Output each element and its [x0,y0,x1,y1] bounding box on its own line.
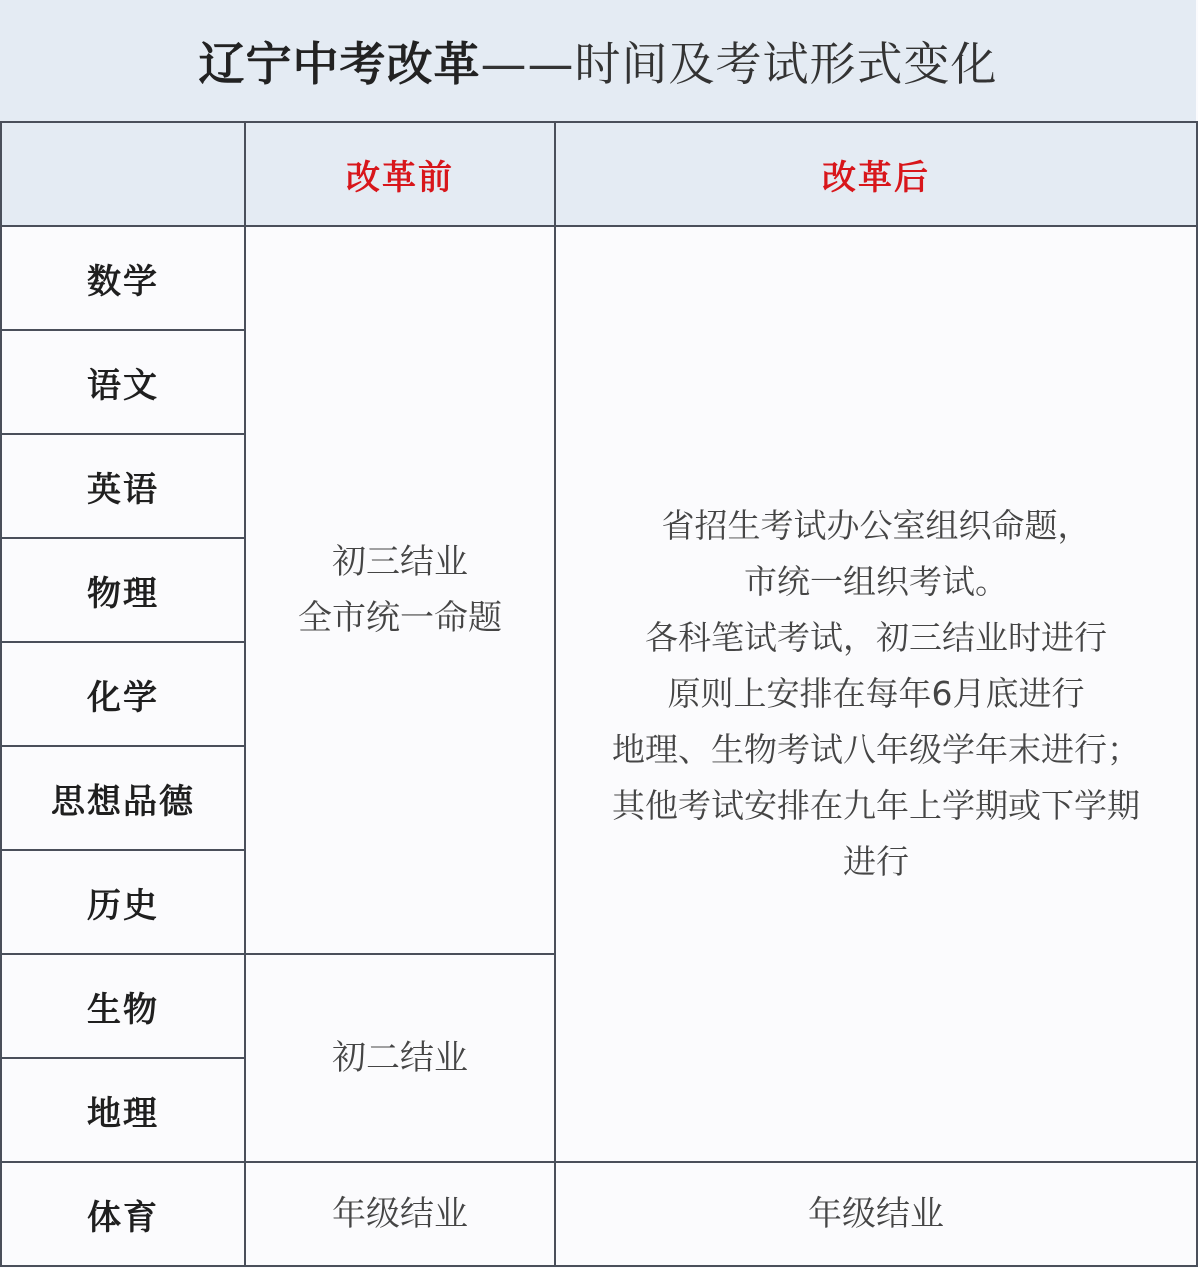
title-bar [0,0,1196,121]
after-line-4: 原则上安排在每年6月底进行 [667,674,1085,713]
header-before-label: 改革前 [346,157,454,198]
before-grade9-line-1: 初三结业 [332,542,468,582]
before-cell-grade9 [245,226,555,954]
table-row [1,1162,1197,1266]
header-after-cell [555,122,1197,226]
after-line-5: 地理、生物考试八年级学年末进行； [612,730,1140,769]
subject-cell-english: 英语 [1,434,245,538]
header-corner-cell [1,122,245,226]
table-row [1,226,1197,330]
before-cell-grade8 [245,954,555,1162]
before-cell-pe: 年级结业 [245,1162,555,1266]
after-line-2: 市统一组织考试。 [744,562,1008,601]
subject-cell-geography: 地理 [1,1058,245,1162]
after-line-1: 省招生考试办公室组织命题， [661,506,1091,545]
page-subtitle: ——时间及考试形式变化 [480,36,998,91]
page-title: 辽宁中考改革 [198,36,481,91]
after-cell-pe: 年级结业 [555,1162,1197,1266]
header-before-cell [245,122,555,226]
subject-cell-chinese: 语文 [1,330,245,434]
subject-cell-physics: 物理 [1,538,245,642]
before-grade9-line-2: 全市统一命题 [298,598,502,638]
subject-cell-math: 数学 [1,226,245,330]
after-line-6: 其他考试安排在九年上学期或下学期 [612,786,1140,825]
after-line-3: 各科笔试考试，初三结业时进行 [645,618,1107,657]
subject-cell-biology: 生物 [1,954,245,1058]
after-line-7: 进行 [843,842,909,881]
subject-cell-chemistry: 化学 [1,642,245,746]
subject-cell-pe: 体育 [1,1162,245,1266]
before-grade8-line: 初二结业 [332,1038,468,1078]
subject-cell-history: 历史 [1,850,245,954]
after-cell-main [555,226,1197,1162]
table-header-row [1,122,1197,226]
subject-cell-morality: 思想品德 [1,746,245,850]
reform-comparison-table [0,121,1198,1267]
header-after-label: 改革后 [822,157,930,198]
